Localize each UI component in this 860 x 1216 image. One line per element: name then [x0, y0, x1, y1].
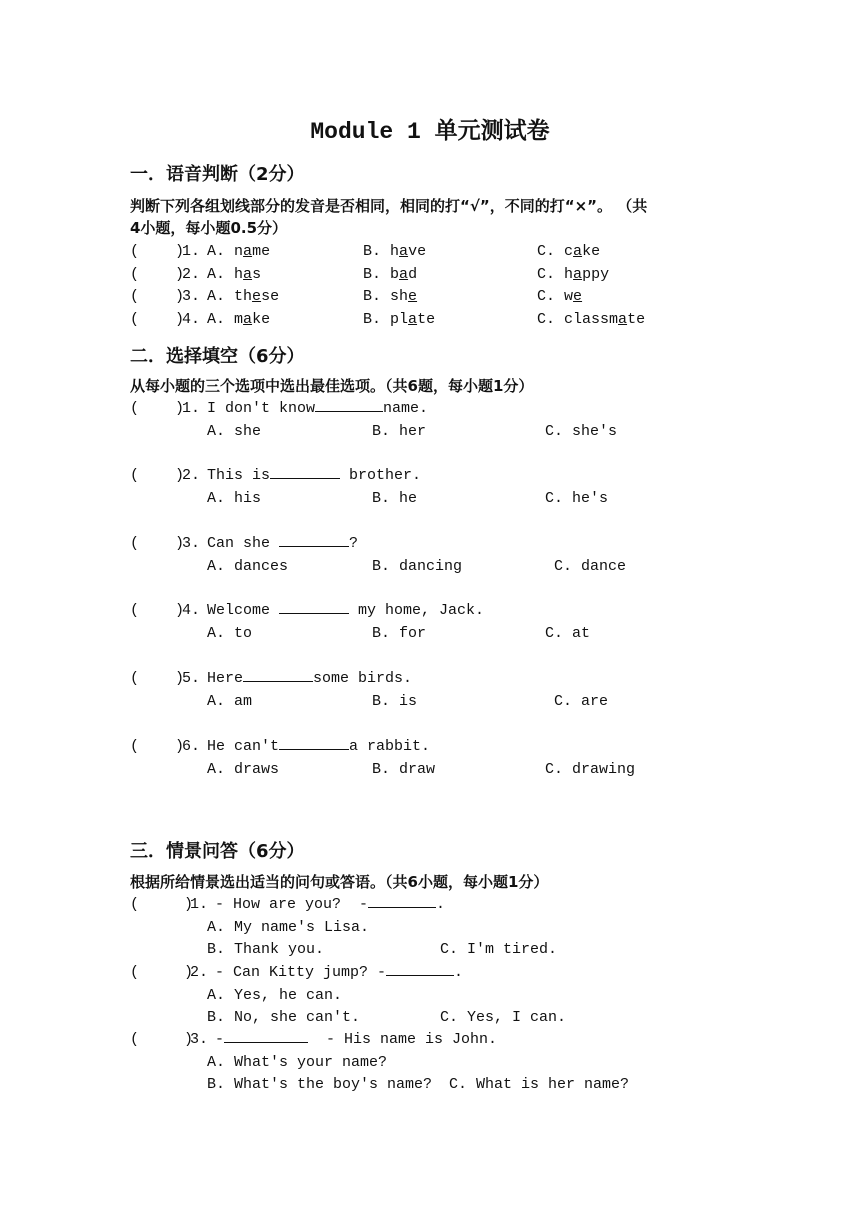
word-part: sh — [390, 288, 409, 305]
word-part: h — [564, 266, 574, 283]
word-part: b — [390, 266, 400, 283]
question-stem — [215, 894, 445, 916]
word-part: me — [252, 243, 271, 260]
options-row — [130, 556, 750, 578]
option-c: C. Yes, I can. — [440, 1009, 567, 1026]
answer-paren: ( ) — [130, 1031, 194, 1048]
section-2-heading: 二．选择填空（6分） — [130, 346, 305, 367]
word-part: h — [234, 266, 244, 283]
underlined-letter: e — [408, 288, 418, 305]
stem-text: - — [215, 1031, 225, 1048]
options-row — [130, 691, 750, 713]
option-letter: B. — [363, 243, 382, 260]
phonics-option-b — [363, 309, 435, 331]
stem-text: some birds. — [313, 670, 413, 687]
option-letter: A. — [207, 288, 226, 305]
question-row — [130, 465, 750, 487]
answer-blank — [368, 894, 436, 908]
option-a: A. What's your name? — [207, 1054, 388, 1071]
word-part: pl — [390, 311, 409, 328]
answer-paren: ( ) — [130, 602, 185, 619]
option-b: B. What's the boy's name? — [207, 1076, 433, 1093]
option-c: C. are — [554, 693, 609, 710]
options-row — [130, 1052, 750, 1074]
underlined-letter: a — [243, 243, 253, 260]
word-part: ke — [252, 311, 271, 328]
stem-text: ? — [349, 535, 359, 552]
options-row — [130, 939, 750, 961]
options-row — [130, 1007, 750, 1029]
underlined-letter: a — [243, 266, 253, 283]
section-1-heading: 一．语音判断（2分） — [130, 164, 305, 185]
question-number: 3. — [182, 535, 201, 552]
option-b: B. her — [372, 423, 427, 440]
option-b: B. for — [372, 625, 427, 642]
stem-text: He can't — [207, 738, 280, 755]
option-b: B. dancing — [372, 558, 463, 575]
option-c: C. at — [545, 625, 591, 642]
answer-paren: ( ) — [130, 243, 185, 260]
underlined-letter: a — [573, 243, 583, 260]
option-a: A. his — [207, 490, 262, 507]
phonics-row — [130, 264, 750, 286]
stem-text: . — [454, 964, 464, 981]
option-a: A. Yes, he can. — [207, 987, 343, 1004]
question-stem — [215, 962, 463, 984]
phonics-option-c — [537, 286, 582, 308]
phonics-row — [130, 309, 750, 331]
question-row — [130, 398, 750, 420]
option-a: A. dances — [207, 558, 289, 575]
word-part: th — [234, 288, 253, 305]
options-row — [130, 759, 750, 781]
options-row — [130, 1074, 750, 1096]
options-row — [130, 488, 750, 510]
phonics-option-b — [363, 241, 426, 263]
question-stem — [215, 1029, 497, 1051]
stem-text: a rabbit. — [349, 738, 431, 755]
question-row — [130, 962, 750, 984]
question-row — [130, 600, 750, 622]
options-row — [130, 917, 750, 939]
option-c: C. dance — [554, 558, 627, 575]
instruction-line-1: 判断下列各组划线部分的发音是否相同，相同的打“√”，不同的打“×”。 （共 — [130, 197, 648, 215]
option-c: C. I'm tired. — [440, 941, 558, 958]
phonics-option-c — [537, 264, 609, 286]
word-part: ppy — [582, 266, 610, 283]
question-row — [130, 533, 750, 555]
answer-paren: ( ) — [130, 535, 185, 552]
answer-paren: ( ) — [130, 311, 185, 328]
option-b: B. No, she can't. — [207, 1009, 361, 1026]
question-stem — [207, 668, 412, 690]
section-3-heading: 三．情景问答（6分） — [130, 841, 305, 862]
answer-blank — [386, 962, 454, 976]
stem-text: . — [436, 896, 446, 913]
stem-text: I don't know — [207, 400, 316, 417]
options-row — [130, 421, 750, 443]
phonics-option-c — [537, 309, 645, 331]
answer-blank — [279, 600, 349, 614]
phonics-option-b — [363, 286, 417, 308]
option-letter: B. — [363, 266, 382, 283]
word-part: c — [564, 243, 574, 260]
word-part: te — [627, 311, 646, 328]
option-letter: B. — [363, 311, 382, 328]
question-stem — [207, 533, 358, 555]
question-number: 5. — [182, 670, 201, 687]
answer-blank — [315, 398, 383, 412]
answer-blank — [224, 1029, 308, 1043]
option-letter: A. — [207, 311, 226, 328]
option-letter: B. — [363, 288, 382, 305]
option-b: B. he — [372, 490, 418, 507]
answer-blank — [279, 736, 349, 750]
page-title: Module 1 单元测试卷 — [310, 119, 550, 145]
option-b: B. Thank you. — [207, 941, 325, 958]
word-part: h — [390, 243, 400, 260]
option-c: C. he's — [545, 490, 609, 507]
option-a: A. to — [207, 625, 253, 642]
word-part: ve — [408, 243, 427, 260]
answer-paren: ( ) — [130, 738, 185, 755]
underlined-letter: e — [252, 288, 262, 305]
question-number: 2. — [182, 266, 201, 283]
phonics-option-a — [207, 264, 261, 286]
section-2-instruction: 从每小题的三个选项中选出最佳选项。（共6题，每小题1分） — [130, 377, 534, 395]
question-number: 4. — [182, 602, 201, 619]
option-letter: C. — [537, 288, 556, 305]
question-row — [130, 1029, 750, 1051]
answer-paren: ( ) — [130, 467, 185, 484]
answer-blank — [270, 465, 340, 479]
answer-blank — [279, 533, 349, 547]
option-c: C. What is her name? — [449, 1076, 630, 1093]
question-number: 2. — [190, 964, 209, 981]
stem-text: Welcome — [207, 602, 280, 619]
option-b: B. draw — [372, 761, 436, 778]
stem-text: name. — [383, 400, 429, 417]
answer-paren: ( ) — [130, 266, 185, 283]
answer-paren: ( ) — [130, 288, 185, 305]
section-3-instruction: 根据所给情景选出适当的问句或答语。（共6小题，每小题1分） — [130, 873, 549, 891]
underlined-letter: a — [618, 311, 628, 328]
stem-text: - His name is John. — [308, 1031, 498, 1048]
word-part: n — [234, 243, 244, 260]
question-number: 2. — [182, 467, 201, 484]
option-a: A. draws — [207, 761, 280, 778]
options-row — [130, 985, 750, 1007]
word-part: w — [564, 288, 574, 305]
stem-text: - How are you? - — [215, 896, 369, 913]
word-part: ke — [582, 243, 601, 260]
question-number: 3. — [182, 288, 201, 305]
option-letter: A. — [207, 243, 226, 260]
question-number: 4. — [182, 311, 201, 328]
underlined-letter: a — [399, 243, 409, 260]
underlined-letter: a — [399, 266, 409, 283]
phonics-row — [130, 286, 750, 308]
question-stem — [207, 465, 421, 487]
question-number: 1. — [190, 896, 209, 913]
word-part: d — [408, 266, 418, 283]
phonics-row — [130, 241, 750, 263]
phonics-option-c — [537, 241, 600, 263]
answer-paren: ( ) — [130, 896, 194, 913]
underlined-letter: e — [573, 288, 583, 305]
phonics-option-b — [363, 264, 417, 286]
word-part: classm — [564, 311, 619, 328]
stem-text: This is — [207, 467, 271, 484]
underlined-letter: a — [408, 311, 418, 328]
question-number: 1. — [182, 243, 201, 260]
stem-text: brother. — [340, 467, 422, 484]
word-part: te — [417, 311, 436, 328]
question-stem — [207, 600, 484, 622]
answer-blank — [243, 668, 313, 682]
option-c: C. drawing — [545, 761, 636, 778]
phonics-option-a — [207, 241, 270, 263]
phonics-option-a — [207, 309, 270, 331]
answer-paren: ( ) — [130, 964, 194, 981]
option-a: A. My name's Lisa. — [207, 919, 370, 936]
stem-text: Here — [207, 670, 244, 687]
word-part: se — [261, 288, 280, 305]
question-number: 3. — [190, 1031, 209, 1048]
phonics-option-a — [207, 286, 279, 308]
answer-paren: ( ) — [130, 400, 185, 417]
word-part: m — [234, 311, 244, 328]
stem-text: - Can Kitty jump? - — [215, 964, 387, 981]
section-1-instruction — [130, 195, 750, 239]
question-number: 1. — [182, 400, 201, 417]
question-row — [130, 894, 750, 916]
answer-paren: ( ) — [130, 670, 185, 687]
question-number: 6. — [182, 738, 201, 755]
question-row — [130, 668, 750, 690]
stem-text: my home, Jack. — [349, 602, 485, 619]
option-letter: C. — [537, 266, 556, 283]
option-a: A. am — [207, 693, 253, 710]
word-part: s — [252, 266, 262, 283]
underlined-letter: a — [573, 266, 583, 283]
question-row — [130, 736, 750, 758]
option-a: A. she — [207, 423, 262, 440]
options-row — [130, 623, 750, 645]
underlined-letter: a — [243, 311, 253, 328]
option-letter: C. — [537, 311, 556, 328]
stem-text: Can she — [207, 535, 280, 552]
option-letter: A. — [207, 266, 226, 283]
question-stem — [207, 398, 428, 420]
option-letter: C. — [537, 243, 556, 260]
instruction-line-2: 4小题，每小题0.5分） — [130, 219, 288, 237]
option-c: C. she's — [545, 423, 618, 440]
option-b: B. is — [372, 693, 418, 710]
question-stem — [207, 736, 430, 758]
